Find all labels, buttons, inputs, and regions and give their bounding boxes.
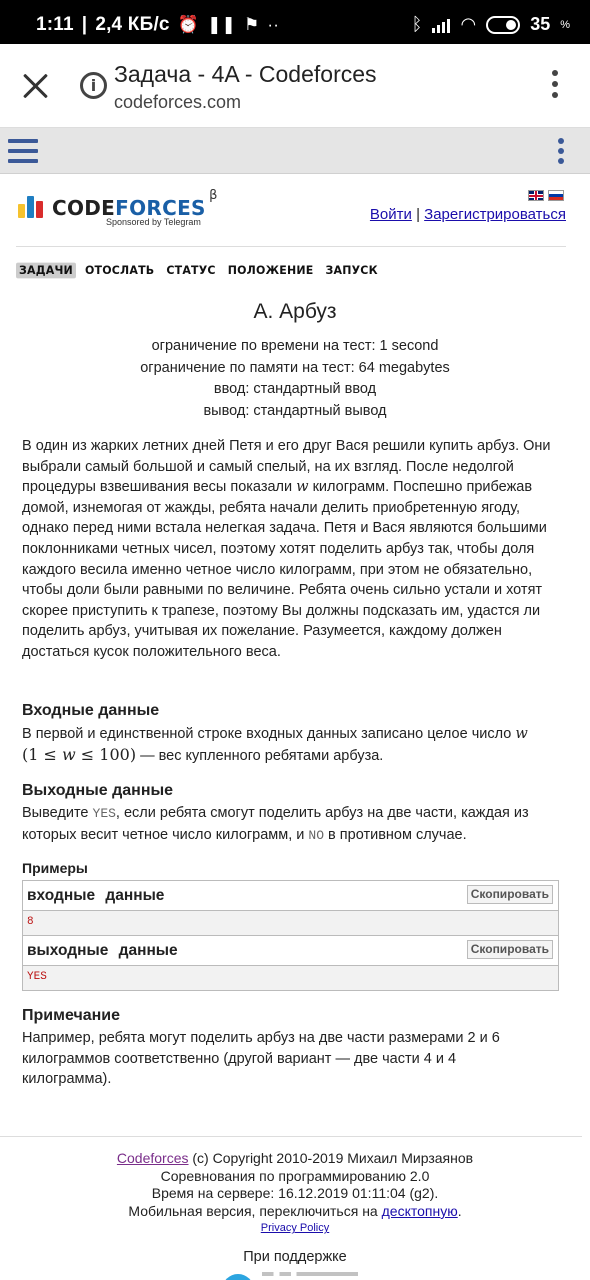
battery-level: 35 bbox=[530, 14, 551, 34]
register-link[interactable]: Зарегистрироваться bbox=[424, 206, 566, 223]
output-file: вывод: стандартный вывод bbox=[203, 403, 387, 420]
time-limit: ограничение по времени на тест: 1 second bbox=[151, 338, 439, 354]
page-domain: codeforces.com bbox=[114, 92, 242, 112]
footer-divider bbox=[0, 1136, 582, 1137]
example-input-value: 8 bbox=[27, 916, 34, 928]
input-constraint: (1 ≤ w ≤ 100) bbox=[22, 744, 137, 764]
site-more-icon[interactable] bbox=[558, 138, 564, 168]
logo-sponsor: Sponsored by Telegram bbox=[106, 217, 201, 227]
example-output-block bbox=[22, 935, 559, 991]
telegram-logo-icon[interactable] bbox=[222, 1274, 254, 1280]
logo-beta: β bbox=[209, 188, 218, 203]
footer-codeforces-link[interactable]: Codeforces bbox=[116, 1150, 189, 1166]
math-var-w: w bbox=[296, 479, 309, 496]
desktop-version-link[interactable]: десктопную bbox=[381, 1202, 458, 1219]
logo-text-forces: FORCES bbox=[115, 196, 206, 220]
output-spec-text: Выведите YES, если ребята смогут поделить арбуз на две части, каждая из которых весит четное число килограмм, и NO в противном случае. bbox=[22, 805, 529, 843]
footer: Codeforces (c) Copyright 2010-2019 Михаил Мирзаянов Соревнования по программированию 2.0 Время на сервере: 16.12.2019 01:11:04 (g2). Мобильная версия, переключиться на десктопную. Privacy Policy bbox=[0, 1150, 590, 1238]
support-label: При поддержке bbox=[243, 1249, 347, 1265]
code-yes: YES bbox=[92, 806, 116, 821]
problem-limits bbox=[0, 336, 590, 423]
info-icon[interactable]: i bbox=[80, 72, 107, 99]
note-title: Примечание bbox=[22, 1007, 121, 1024]
menu-submit[interactable]: ОТОСЛАТЬ bbox=[84, 263, 155, 278]
menu-status[interactable]: СТАТУС bbox=[166, 263, 216, 278]
more-notifications-icon: ·· bbox=[267, 15, 280, 34]
wifi-icon: ◠ bbox=[460, 14, 477, 34]
hamburger-menu-icon[interactable] bbox=[8, 139, 38, 163]
alarm-icon: ⏰ bbox=[177, 15, 200, 34]
copy-input-button[interactable]: Скопировать bbox=[467, 885, 553, 904]
header-divider bbox=[16, 246, 566, 247]
logo-bars-icon bbox=[18, 196, 46, 218]
menu-problems[interactable]: ЗАДАЧИ bbox=[16, 263, 76, 279]
examples-title: Примеры bbox=[22, 860, 88, 876]
output-spec-title: Выходные данные bbox=[22, 782, 174, 799]
russian-flag-icon[interactable] bbox=[548, 190, 564, 201]
signal-icon bbox=[432, 17, 450, 33]
problem-menu bbox=[16, 263, 381, 278]
example-output-value: YES bbox=[27, 971, 47, 983]
copy-output-button[interactable]: Скопировать bbox=[467, 940, 553, 959]
input-spec-text: В первой и единственной строке входных данных записано целое число w (1 ≤ w ≤ 100) — вес купленного ребятами арбуза. bbox=[22, 726, 528, 764]
code-no: NO bbox=[308, 827, 325, 843]
bluetooth-icon: ᛒ bbox=[411, 14, 423, 34]
site-navbar bbox=[0, 128, 590, 174]
pause-icon: ❚❚ bbox=[207, 15, 236, 34]
problem-statement: В один из жарких летних дней Петя и его друг Вася решили купить арбуз. Они выбрали самый большой и самый спелый, на их взгляд. После недолгой процедуры взвешивания весы показали w килограмм. Поспешно прибежав домой, изнемогая от жажды, ребята начали делить приобретенную ягоду, однако перед ними встала нелегкая задача. Петя и Вася являются большими поклонниками четных чисел, поэтому хотят поделить арбуз так, чтобы доля каждого весила именно четное число килограмм, при этом не обязательно, чтобы доли были равными по величине. Ребята очень сильно устали и хотят скорее приступить к трапезе, поэтому Вы должны подсказать им, удастся ли поделить арбуз, учитывая их пожелание. Разумеется, каждому должен достаться кусок положительного веса. bbox=[22, 438, 551, 660]
menu-custom-test[interactable]: ЗАПУСК bbox=[325, 263, 378, 278]
browser-menu-icon[interactable] bbox=[552, 70, 560, 104]
example-input-label: входные данные bbox=[27, 887, 165, 904]
note-text: Например, ребята могут поделить арбуз на две части размерами 2 и 6 килограммов соответственно (другой вариант — две части 4 и 4 килограмма). bbox=[22, 1030, 500, 1088]
page-title: Задача - 4A - Codeforces bbox=[114, 61, 377, 87]
input-spec-title: Входные данные bbox=[22, 702, 160, 719]
net-speed: 2,4 КБ/с bbox=[95, 14, 170, 35]
math-var-w: w bbox=[515, 726, 528, 742]
app-notification-icon: ⚑ bbox=[243, 15, 260, 34]
close-icon[interactable] bbox=[22, 72, 50, 100]
logo-text-code: CODE bbox=[52, 196, 116, 220]
footer-server-time: Время на сервере: 16.12.2019 01:11:04 (g2). bbox=[151, 1185, 439, 1202]
input-file: ввод: стандартный ввод bbox=[213, 381, 377, 398]
browser-toolbar bbox=[0, 44, 590, 128]
english-flag-icon[interactable] bbox=[528, 190, 544, 201]
footer-line2: Соревнования по программированию 2.0 bbox=[160, 1167, 430, 1184]
battery-saver-icon bbox=[486, 16, 520, 34]
privacy-policy-link[interactable]: Privacy Policy bbox=[260, 1222, 330, 1235]
status-time: 1:11 bbox=[36, 14, 74, 35]
telegram-logo-text bbox=[262, 1272, 358, 1276]
menu-standings[interactable]: ПОЛОЖЕНИЕ bbox=[227, 263, 314, 278]
status-bar: 1:11 | 2,4 КБ/с ⏰ ❚❚ ⚑ ·· ᛒ ◠ 35 % bbox=[0, 0, 590, 44]
battery-unit: % bbox=[560, 18, 570, 31]
memory-limit: ограничение по памяти на тест: 64 megabytes bbox=[140, 359, 450, 376]
auth-separator: | bbox=[416, 206, 420, 223]
example-input-block bbox=[22, 880, 559, 936]
problem-title: A. Арбуз bbox=[253, 300, 337, 323]
auth-links bbox=[370, 206, 566, 223]
login-link[interactable]: Войти bbox=[369, 206, 412, 223]
example-output-label: выходные данные bbox=[27, 942, 178, 959]
language-switcher bbox=[528, 190, 564, 201]
